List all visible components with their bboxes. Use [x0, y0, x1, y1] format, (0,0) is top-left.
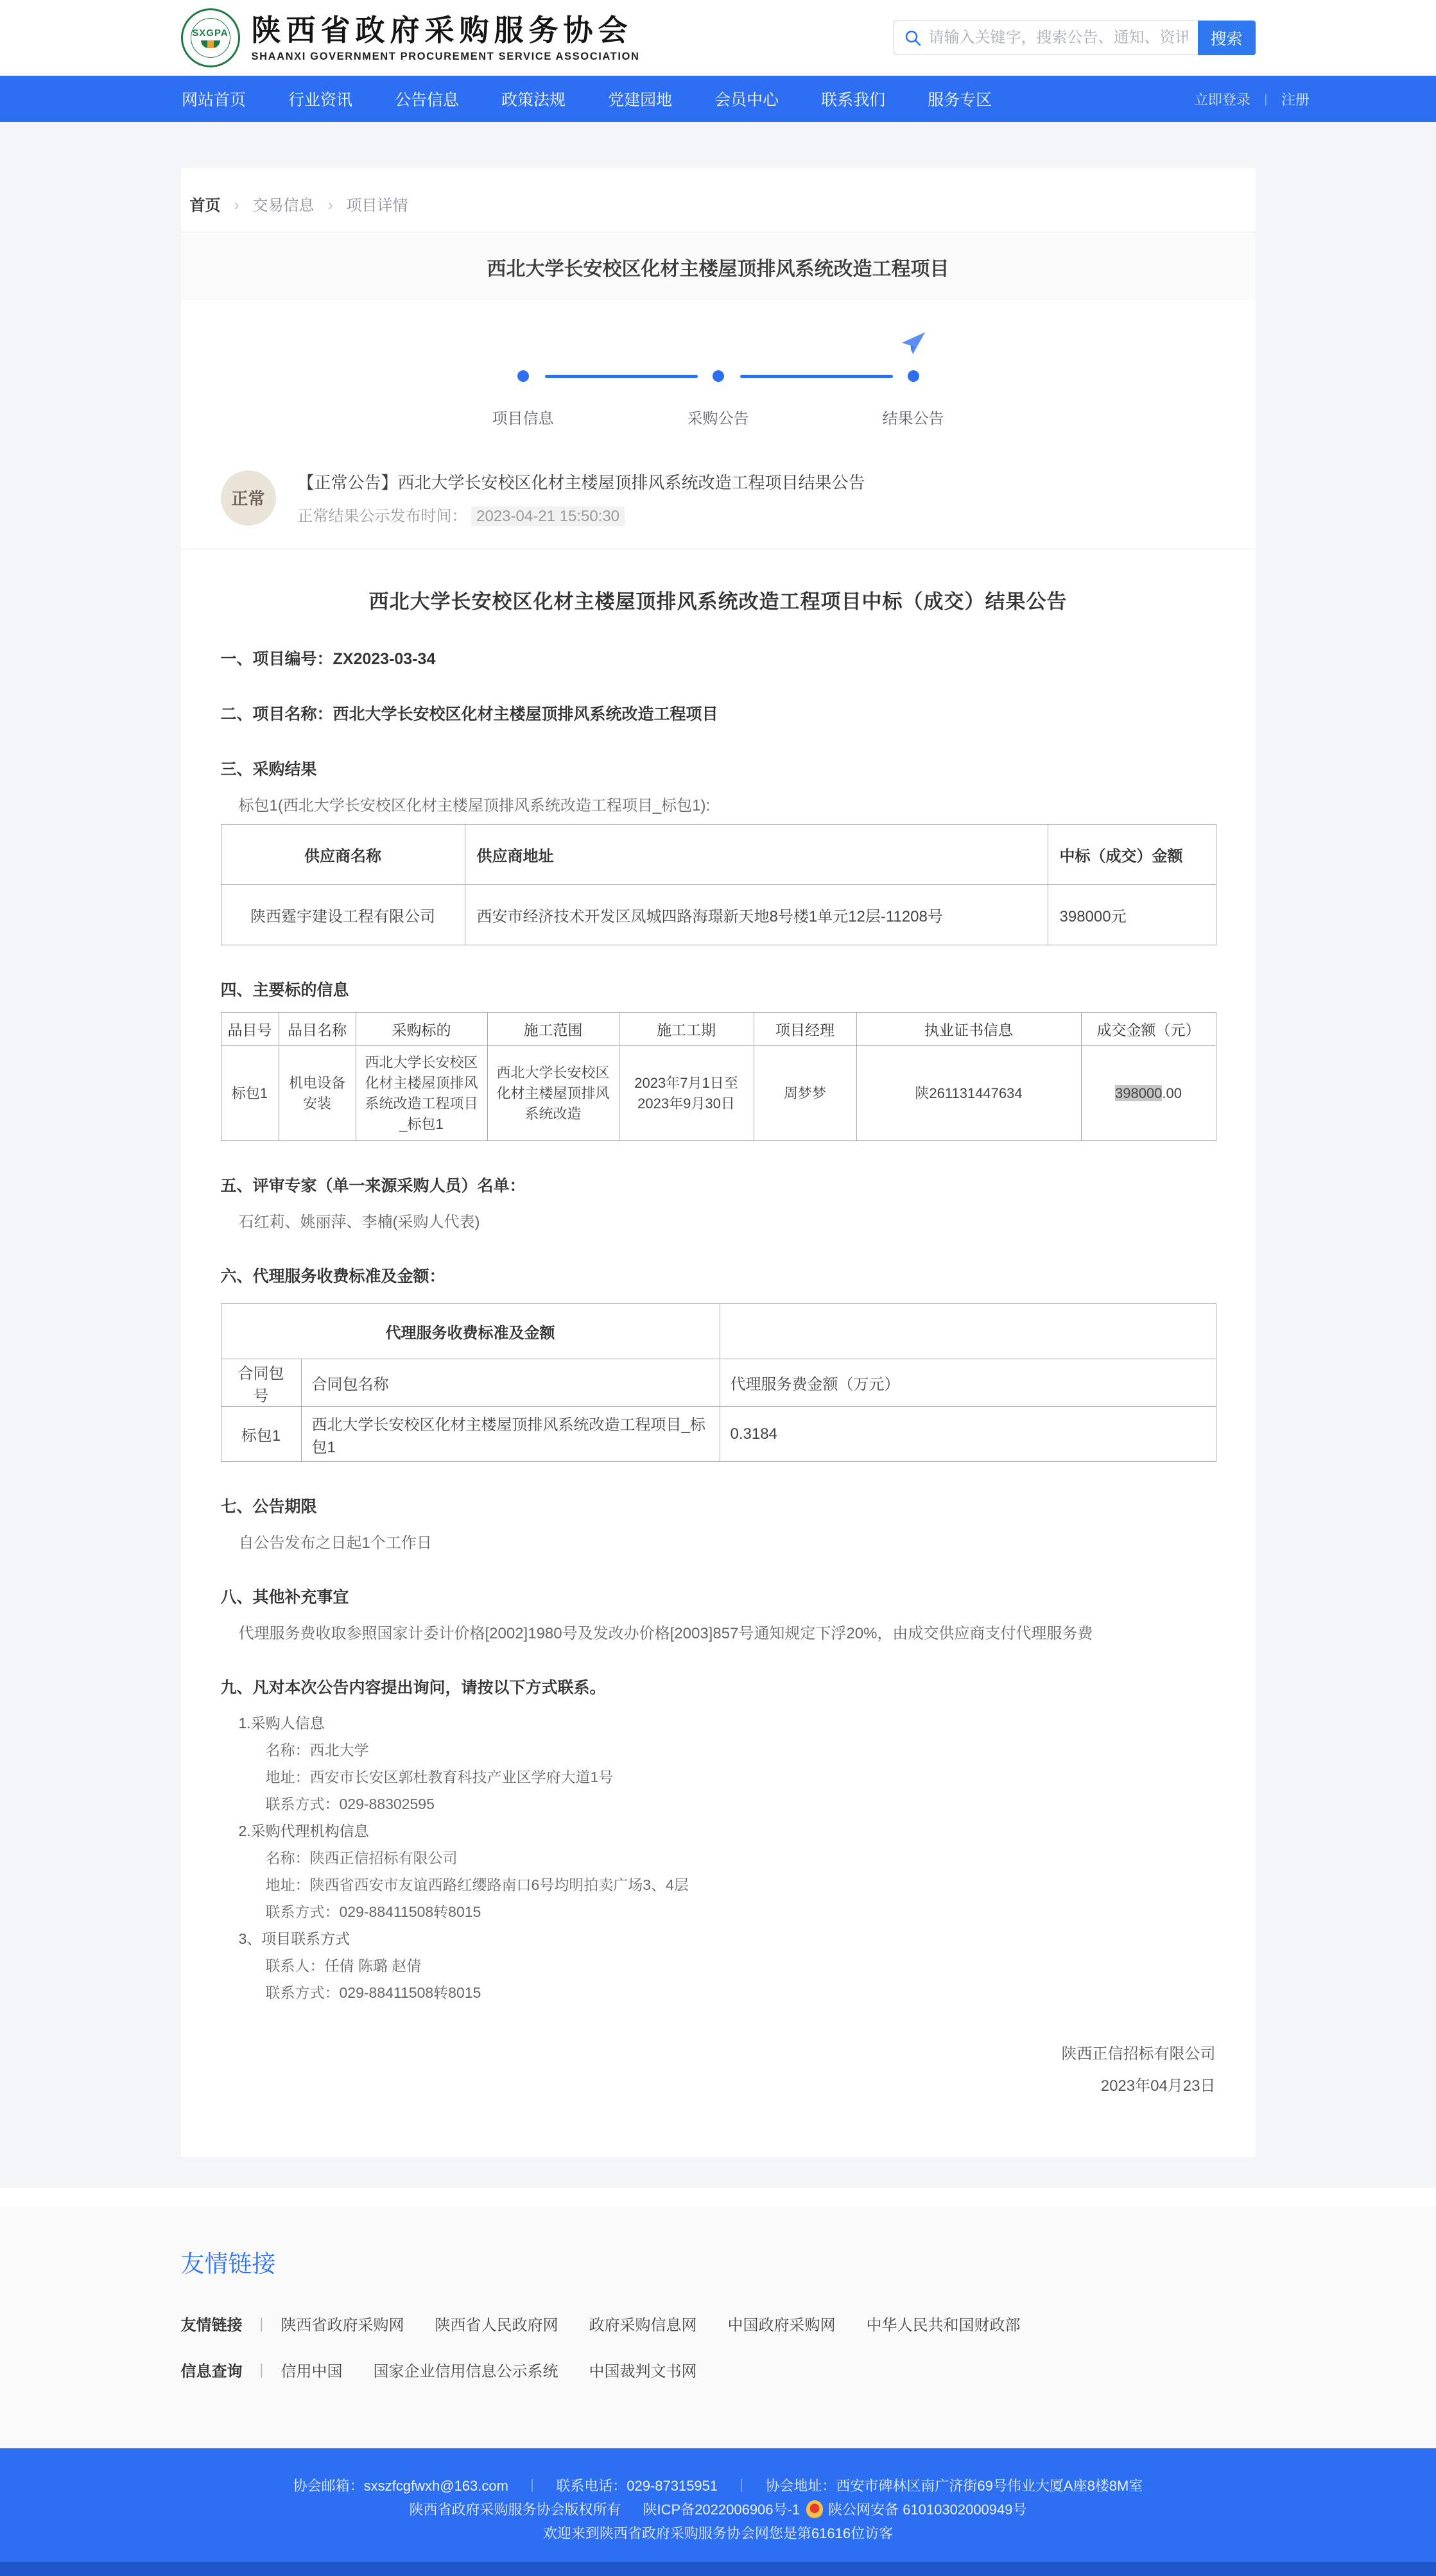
link-enterprise-credit-system[interactable]: 国家企业信用信息公示系统 — [373, 2363, 558, 2380]
item-no-cell: 标包1 — [221, 1046, 279, 1141]
project-contact-phone: 联系方式：029-88411508转8015 — [265, 1984, 481, 2001]
divider: 丨 — [734, 2478, 749, 2494]
cert-cell: 陕261131447634 — [856, 1046, 1081, 1141]
col-item-no: 品目号 — [221, 1013, 279, 1046]
step-connector — [545, 375, 698, 378]
project-name-label: 二、项目名称： — [220, 705, 333, 723]
agency-fee-table — [221, 1303, 1216, 1462]
amount-highlighted: 398000 — [1114, 1085, 1163, 1101]
col-item-name: 品目名称 — [279, 1013, 356, 1046]
addr-value: 西安市碑林区南广济街69号伟业大厦A座8楼8M室 — [836, 2478, 1143, 2494]
section-procurement-result: 三、采购结果 — [220, 760, 317, 778]
col-period: 施工工期 — [619, 1013, 754, 1046]
col-supplier-address: 供应商地址 — [465, 825, 1048, 885]
link-china-gov-procurement[interactable]: 中国政府采购网 — [727, 2317, 836, 2334]
main-bid-info-table — [221, 1012, 1216, 1141]
progress-steps — [426, 330, 1011, 438]
step-connector — [740, 375, 893, 378]
nav-item-policies[interactable]: 政策法规 — [501, 91, 566, 109]
police-badge-icon — [806, 2500, 823, 2518]
spacer — [0, 2188, 1436, 2207]
announcement-body — [181, 585, 1256, 2102]
project-title: 西北大学长安校区化材主楼屋顶排风系统改造工程项目 — [181, 232, 1256, 300]
table-row — [221, 885, 1216, 945]
footer-contact-line — [0, 2474, 1436, 2498]
footer-visitor-line: 欢迎来到陕西省政府采购服务协会网您是第61616位访客 — [542, 2525, 894, 2541]
agency-name: 名称：陕西正信招标有限公司 — [265, 1850, 458, 1866]
friend-links-heading: 友情链接 — [180, 2251, 276, 2277]
agency-fee-span-header: 代理服务收费标准及金额 — [221, 1304, 720, 1359]
col-supplier-name: 供应商名称 — [221, 825, 465, 885]
notice-period-value: 自公告发布之日起1个工作日 — [238, 1534, 432, 1552]
breadcrumb-trade-info[interactable]: 交易信息 — [252, 197, 315, 214]
signature-date: 2023年04月23日 — [1100, 2077, 1216, 2095]
info-query-row — [181, 2356, 1256, 2388]
col-subject: 采购标的 — [356, 1013, 487, 1046]
section-inquiries: 九、凡对本次公告内容提出询问，请按以下方式联系。 — [220, 1679, 606, 1697]
col-scope: 施工范围 — [487, 1013, 619, 1046]
procurement-result-table — [221, 824, 1216, 945]
purchaser-name: 名称：西北大学 — [265, 1742, 369, 1758]
email-value[interactable]: sxszfcgfwxh@163.com — [363, 2478, 508, 2494]
nav-item-service-zone[interactable]: 服务专区 — [928, 91, 992, 109]
step-dot-procurement-notice[interactable] — [713, 370, 724, 382]
signature-org: 陕西正信招标有限公司 — [1061, 2045, 1216, 2063]
amount-decimal: .00 — [1162, 1085, 1182, 1101]
nav-item-member-center[interactable]: 会员中心 — [714, 91, 779, 109]
link-china-judgements[interactable]: 中国裁判文书网 — [589, 2363, 697, 2380]
addr-label: 协会地址： — [765, 2478, 836, 2494]
status-badge: 正常 — [221, 470, 276, 526]
book-icon — [201, 40, 220, 48]
section-project-name — [221, 701, 1216, 725]
tel-value: 029-87315951 — [627, 2478, 718, 2494]
icp-link[interactable]: 陕ICP备2022006906号-1 — [643, 2502, 800, 2518]
step-dot-result-notice[interactable] — [908, 370, 919, 382]
site-title-cn: 陕西省政府采购服务协会 — [251, 12, 633, 47]
chevron-right-icon: › — [327, 195, 333, 214]
contract-pkg-no-cell: 标包1 — [221, 1407, 301, 1462]
purchaser-phone: 联系方式：029-88302595 — [265, 1796, 435, 1812]
step-dot-project-info[interactable] — [517, 370, 529, 382]
notice-title[interactable]: 【正常公告】西北大学长安校区化材主楼屋顶排风系统改造工程项目结果公告 — [297, 473, 865, 492]
link-shaanxi-gov-procurement[interactable]: 陕西省政府采购网 — [281, 2317, 404, 2334]
footer-copyright-line — [0, 2498, 1436, 2521]
search-input[interactable] — [929, 29, 1188, 47]
step-label-project-info[interactable]: 项目信息 — [492, 410, 554, 427]
search-button[interactable]: 搜索 — [1198, 21, 1256, 55]
section-agency-fee: 六、代理服务收费标准及金额： — [220, 1267, 446, 1285]
register-link[interactable]: 注册 — [1281, 91, 1310, 108]
search-icon — [904, 30, 921, 46]
agency-info-heading: 2.采购代理机构信息 — [238, 1823, 369, 1839]
nav-item-announcements[interactable]: 公告信息 — [395, 91, 460, 109]
divider: 丨 — [525, 2478, 540, 2494]
site-header — [0, 0, 1436, 76]
link-shaanxi-people-gov[interactable]: 陕西省人民政府网 — [435, 2317, 558, 2334]
project-name-value: 西北大学长安校区化材主楼屋顶排风系统改造工程项目 — [333, 705, 718, 723]
friend-links-section — [0, 2207, 1436, 2448]
association-seal-icon — [181, 8, 240, 67]
section-notice-period: 七、公告期限 — [220, 1498, 317, 1516]
main-nav — [0, 76, 1436, 122]
link-ministry-of-finance[interactable]: 中华人民共和国财政部 — [866, 2317, 1021, 2334]
signature-block — [221, 2038, 1216, 2102]
project-contact-persons: 联系人：任倩 陈璐 赵倩 — [265, 1957, 422, 1974]
paper-plane-icon — [899, 330, 928, 358]
agency-address: 地址：陕西省西安市友谊西路红缨路南口6号均明拍卖广场3、4层 — [265, 1876, 689, 1893]
breadcrumb-project-detail: 项目详情 — [346, 197, 408, 214]
nav-item-party-building[interactable]: 党建园地 — [608, 91, 673, 109]
supplier-name-cell: 陕西霆宇建设工程有限公司 — [221, 885, 465, 945]
tel-label: 联系电话： — [556, 2478, 627, 2494]
col-contract-pkg-name: 合同包名称 — [301, 1359, 720, 1407]
item-name-cell: 机电设备安装 — [279, 1046, 356, 1141]
section-main-bid-info: 四、主要标的信息 — [220, 981, 349, 999]
col-agency-fee: 代理服务费金额（万元） — [720, 1359, 1216, 1407]
section-experts: 五、评审专家（单一来源采购人员）名单： — [220, 1177, 526, 1195]
contact-info — [221, 1710, 1216, 2006]
notice-summary — [181, 457, 1256, 549]
announcement-title: 西北大学长安校区化材主楼屋顶排风系统改造工程项目中标（成交）结果公告 — [368, 590, 1068, 613]
login-link[interactable]: 立即登录 — [1193, 91, 1250, 108]
notice-publish-time — [298, 503, 865, 526]
section-other-matters: 八、其他补充事宜 — [220, 1588, 349, 1606]
purchaser-info-heading: 1.采购人信息 — [238, 1715, 325, 1731]
amount-cell — [1081, 1046, 1216, 1141]
police-record-link[interactable]: 陕公网安备 61010302000949号 — [828, 2502, 1027, 2518]
package-note: 标包1(西北大学长安校区化材主楼屋顶排风系统改造工程项目_标包1): — [238, 797, 711, 814]
agency-phone: 联系方式：029-88411508转8015 — [265, 1903, 481, 1920]
friend-links-row — [181, 2310, 1256, 2342]
publish-time-value: 2023-04-21 15:50:30 — [471, 506, 625, 526]
divider: 丨 — [254, 2363, 270, 2380]
section-project-number — [221, 646, 1216, 669]
site-footer — [0, 2448, 1436, 2576]
manager-cell: 周梦梦 — [754, 1046, 856, 1141]
experts-list: 石红莉、姚丽萍、李楠(采购人代表) — [238, 1214, 480, 1231]
step-label-procurement-notice[interactable]: 采购公告 — [687, 410, 749, 427]
divider: 丨 — [254, 2317, 270, 2334]
table-row — [221, 1046, 1216, 1141]
search-box — [894, 21, 1256, 55]
email-label: 协会邮箱： — [293, 2478, 364, 2494]
nav-item-home[interactable]: 网站首页 — [182, 91, 247, 109]
award-amount-cell: 398000元 — [1048, 885, 1216, 945]
col-amount: 成交金额（元） — [1081, 1013, 1216, 1046]
purchaser-address: 地址：西安市长安区郭杜教育科技产业区学府大道1号 — [265, 1769, 614, 1785]
table-row — [221, 1407, 1216, 1462]
breadcrumb-home[interactable]: 首页 — [189, 197, 221, 214]
nav-item-industry-news[interactable]: 行业资讯 — [288, 91, 353, 109]
footer-bottom-strip — [0, 2562, 1436, 2576]
site-logo — [181, 8, 640, 67]
col-manager: 项目经理 — [754, 1013, 856, 1046]
project-number-label: 一、项目编号： — [220, 650, 333, 668]
col-cert: 执业证书信息 — [856, 1013, 1081, 1046]
login-register-divider: 丨 — [1259, 93, 1272, 108]
period-cell: 2023年7月1日至2023年9月30日 — [619, 1046, 754, 1141]
scope-cell: 西北大学长安校区化材主楼屋顶排风系统改造 — [487, 1046, 619, 1141]
chevron-right-icon: › — [234, 195, 239, 214]
other-matters-value: 代理服务费收取参照国家计委计价格[2002]1980号及发改办价格[2003]857号通知规定下浮20%，由成交供应商支付代理服务费 — [238, 1625, 1093, 1642]
project-number-value: ZX2023-03-34 — [333, 650, 436, 668]
site-title-en: SHAANXI GOVERNMENT PROCUREMENT SERVICE ASSOCIATION — [251, 50, 640, 62]
agency-fee-cell: 0.3184 — [720, 1407, 1216, 1462]
page-background — [0, 122, 1436, 2188]
publish-time-label: 正常结果公示发布时间： — [297, 508, 467, 525]
supplier-address-cell: 西安市经济技术开发区凤城四路海璟新天地8号楼1单元12层-11208号 — [465, 885, 1048, 945]
breadcrumb — [181, 168, 1256, 232]
info-query-label: 信息查询 — [180, 2363, 243, 2380]
col-contract-pkg-no: 合同包号 — [221, 1359, 301, 1407]
contract-pkg-name-cell: 西北大学长安校区化材主楼屋顶排风系统改造工程项目_标包1 — [301, 1407, 720, 1462]
empty-cell — [720, 1304, 1216, 1359]
col-award-amount: 中标（成交）金额 — [1048, 825, 1216, 885]
nav-item-contact-us[interactable]: 联系我们 — [821, 91, 886, 109]
copyright-text: 陕西省政府采购服务协会版权所有 — [409, 2502, 621, 2518]
link-credit-china[interactable]: 信用中国 — [281, 2363, 343, 2380]
friend-links-label: 友情链接 — [180, 2317, 243, 2334]
subject-cell: 西北大学长安校区化材主楼屋顶排风系统改造工程项目_标包1 — [356, 1046, 487, 1141]
project-contact-heading: 3、项目联系方式 — [238, 1930, 350, 1947]
link-gov-procurement-info[interactable]: 政府采购信息网 — [589, 2317, 697, 2334]
content-card — [181, 168, 1256, 2157]
seal-text: SXGPA — [192, 28, 229, 39]
step-label-result-notice[interactable]: 结果公告 — [882, 410, 944, 427]
